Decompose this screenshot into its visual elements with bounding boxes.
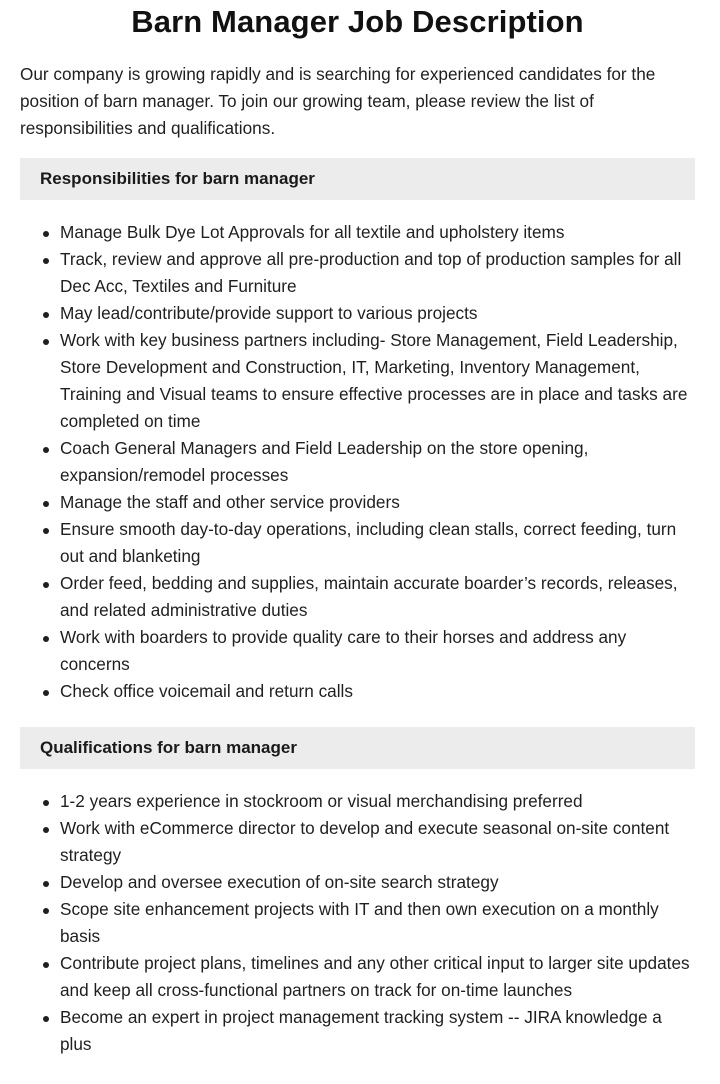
list-item [60,300,695,327]
list-item-text: Work with key business partners including- Store Management, Field Leadership, Store Development and Construction, IT, Marketing, Inventory Management, Training and Visual teams to ensure effective processes are in place and tasks are completed on time [60,330,688,431]
list-item [60,327,695,435]
qualifications-list [20,788,695,1058]
bullet-icon [43,827,49,833]
intro-paragraph: Our company is growing rapidly and is searching for experienced candidates for the position of barn manager. To join our growing team, please review the list of responsibilities and qualifications. [20,64,656,138]
list-item [60,950,695,1004]
bullet-icon [43,501,49,507]
list-item [60,570,695,624]
list-item [60,489,695,516]
list-item-text: 1-2 years experience in stockroom or visual merchandising preferred [60,791,583,811]
list-item [60,516,695,570]
qualifications-heading: Qualifications for barn manager [20,727,695,769]
responsibilities-list [20,219,695,705]
bullet-icon [43,908,49,914]
list-item-text: May lead/contribute/provide support to various projects [60,303,478,323]
responsibilities-section [20,158,695,705]
list-item [60,788,695,815]
page-title: Barn Manager Job Description [131,4,584,39]
list-item-text: Develop and oversee execution of on-site search strategy [60,872,499,892]
bullet-icon [43,339,49,345]
list-item [60,435,695,489]
list-item [60,219,695,246]
bullet-icon [43,312,49,318]
list-item-text: Scope site enhancement projects with IT and then own execution on a monthly basis [60,899,659,946]
bullet-icon [43,447,49,453]
list-item-text: Manage Bulk Dye Lot Approvals for all textile and upholstery items [60,222,565,242]
bullet-icon [43,258,49,264]
list-item-text: Work with eCommerce director to develop and execute seasonal on-site content strategy [60,818,670,865]
bullet-icon [43,231,49,237]
bullet-icon [43,962,49,968]
qualifications-section [20,727,695,1058]
bullet-icon [43,800,49,806]
list-item-text: Order feed, bedding and supplies, maintain accurate boarder’s records, releases, and related administrative duties [60,573,678,620]
list-item-text: Track, review and approve all pre-production and top of production samples for all Dec Acc, Textiles and Furniture [60,249,682,296]
bullet-icon [43,528,49,534]
list-item-text: Ensure smooth day-to-day operations, including clean stalls, correct feeding, turn out and blanketing [60,519,677,566]
list-item-text: Contribute project plans, timelines and any other critical input to larger site updates and keep all cross-functional partners on track for on-time launches [60,953,690,1000]
bullet-icon [43,690,49,696]
bullet-icon [43,1016,49,1022]
list-item [60,624,695,678]
list-item [60,869,695,896]
list-item [60,678,695,705]
bullet-icon [43,636,49,642]
list-item-text: Coach General Managers and Field Leadership on the store opening, expansion/remodel processes [60,438,589,485]
bullet-icon [43,582,49,588]
list-item-text: Become an expert in project management tracking system -- JIRA knowledge a plus [60,1007,662,1054]
list-item [60,1004,695,1058]
list-item [60,815,695,869]
list-item-text: Work with boarders to provide quality care to their horses and address any concerns [60,627,627,674]
list-item [60,246,695,300]
bullet-icon [43,881,49,887]
list-item-text: Check office voicemail and return calls [60,681,353,701]
list-item-text: Manage the staff and other service providers [60,492,400,512]
list-item [60,896,695,950]
responsibilities-heading: Responsibilities for barn manager [20,158,695,200]
